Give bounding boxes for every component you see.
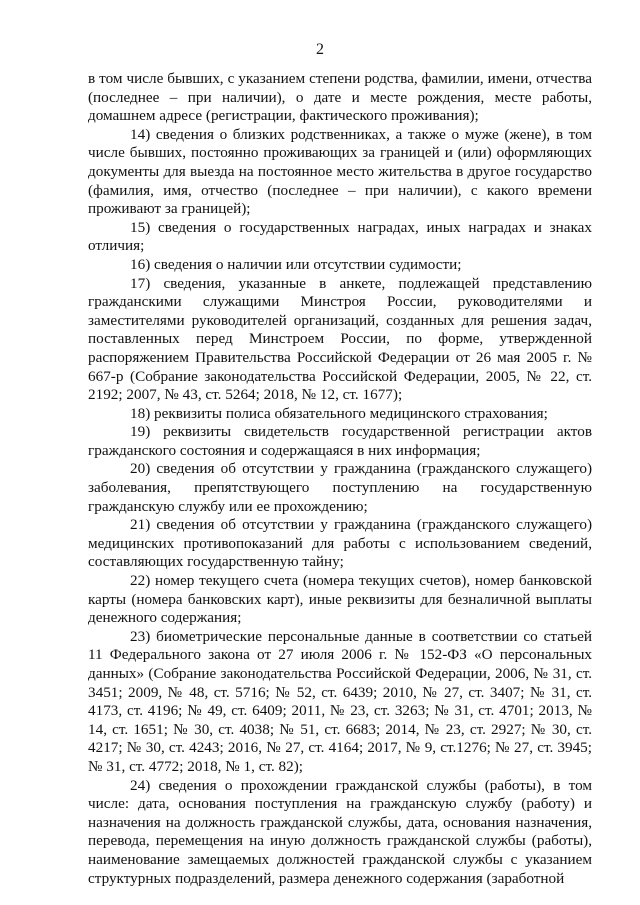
paragraph-item-19: 19) реквизиты свидетельств государственной регистрации актов гражданского состояния и содержащаяся в них информация; bbox=[88, 423, 592, 459]
paragraph-item-24: 24) сведения о прохождении гражданской службы (работы), в том числе: дата, основания поступления на гражданскую службу (работу) и назначения на должность гражданской службы, дата, основания назначения, перевода, перемещения на иную должность гражданской службы (работы), наименование замещаемых должностей гражданской службы с указанием структурных подразделений, размера денежного содержания (заработной bbox=[88, 776, 592, 887]
paragraph-item-20: 20) сведения об отсутствии у гражданина (гражданского служащего) заболевания, препятствующего поступлению на государственную гражданскую службу или ее прохождению; bbox=[88, 460, 592, 515]
paragraph-item-17: 17) сведения, указанные в анкете, подлежащей представлению гражданскими служащими Минстроя России, руководителями и заместителями руководителей организаций, созданных для решения задач, поставленных перед Минстроем России, по форме, утвержденной распоряжением Правительства Российской Федерации от 26 мая 2005 г. № 667-р (Собрание законодательства Российской Федерации, 2005, № 22, ст. 2192; 2007, № 43, ст. 5264; 2018, № 12, ст. 1677); bbox=[88, 274, 592, 404]
paragraph-item-16: 16) сведения о наличии или отсутствии судимости; bbox=[130, 255, 462, 273]
paragraph-item-23: 23) биометрические персональные данные в соответствии со статьей 11 Федерального закона от 27 июля 2006 г. № 152-ФЗ «О персональных данных» (Собрание законодательства Российской Федерации, 2006, № 31, ст. 3451; 2009, № 48, ст. 5716; № 52, ст. 6439; 2010, № 27, ст. 3407; № 31, ст. 4173, ст. 4196; № 49, ст. 6409; 2011, № 23, ст. 3263; № 31, ст. 4701; 2013, № 14, ст. 1651; № 30, ст. 4038; № 51, ст. 6683; 2014, № 23, ст. 2927; № 30, ст. 4217; № 30, ст. 4243; 2016, № 27, ст. 4164; 2017, № 9, ст.1276; № 27, ст. 3945; № 31, ст. 4772; 2018, № 1, ст. 82); bbox=[88, 627, 592, 775]
paragraph-item-15: 15) сведения о государственных наградах, иных наградах и знаках отличия; bbox=[88, 218, 592, 255]
document-body bbox=[88, 70, 592, 888]
paragraph-item-18: 18) реквизиты полиса обязательного медицинского страхования; bbox=[130, 404, 548, 422]
paragraph-item-14: 14) сведения о близких родственниках, а также о муже (жене), в том числе бывших, постоянно проживающих за границей и (или) оформляющих документы для выезда на постоянное место жительства в другое государство (фамилия, имя, отчество (последнее – при наличии), с какого времени проживают за границей); bbox=[88, 125, 592, 218]
paragraph-item-22: 22) номер текущего счета (номера текущих счетов), номер банковской карты (номера банковских карт), иные реквизиты для безналичной выплаты денежного содержания; bbox=[88, 572, 592, 627]
paragraph-continuation: в том числе бывших, с указанием степени родства, фамилии, имени, отчества (последнее – при наличии), о дате и месте рождения, месте работы, домашнем адресе (регистрации, фактического проживания); bbox=[88, 70, 592, 125]
paragraph-item-21: 21) сведения об отсутствии у гражданина (гражданского служащего) медицинских противопоказаний для работы с использованием сведений, составляющих государственную тайну; bbox=[88, 516, 592, 571]
page-number: 2 bbox=[316, 41, 324, 58]
